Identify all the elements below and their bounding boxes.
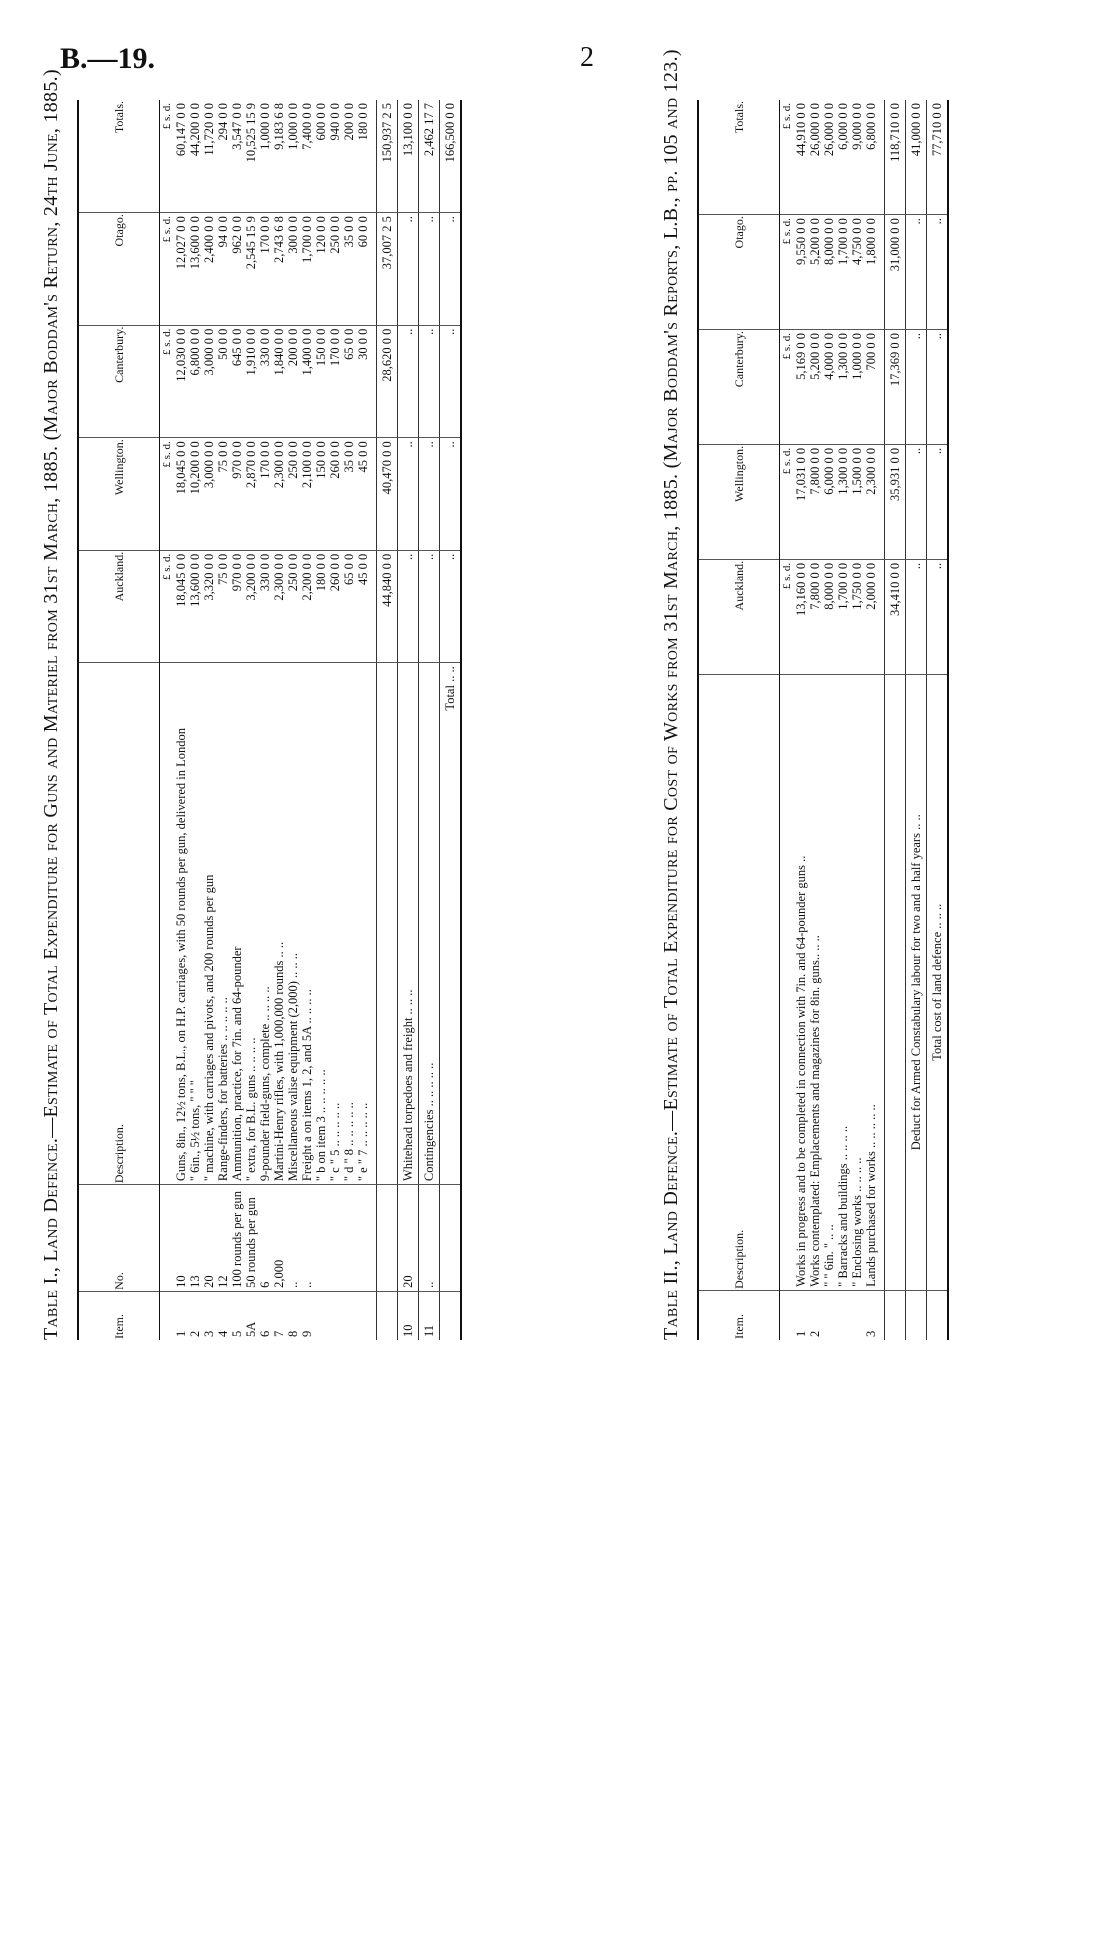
wellington-cell: 18,045 0 0 bbox=[174, 438, 188, 551]
auckland-cell: 260 0 0 bbox=[328, 550, 342, 663]
no-cell: 6 bbox=[258, 1185, 272, 1292]
total-cell: 44,910 0 0 bbox=[794, 100, 808, 215]
item-cell: 4 bbox=[216, 1330, 230, 1337]
auckland-cell: .. bbox=[419, 550, 440, 663]
item-cell: 2 bbox=[188, 1330, 202, 1337]
canterbury-cell: 150 0 0 bbox=[314, 325, 328, 438]
table-row bbox=[300, 100, 314, 1340]
deduct-row-otago: .. bbox=[906, 215, 927, 330]
item-cell: 11 bbox=[419, 1291, 440, 1340]
item-cell: 1 bbox=[174, 1330, 188, 1337]
canterbury-cell: 1,840 0 0 bbox=[272, 325, 286, 438]
unit-label: £ s. d. bbox=[780, 100, 795, 215]
table-row bbox=[286, 100, 300, 1340]
subtotal-wellington: 40,470 0 0 bbox=[377, 438, 398, 551]
otago-cell: 1,700 0 0 bbox=[836, 215, 850, 330]
no-cell: .. bbox=[286, 1185, 300, 1292]
auckland-cell: 180 0 0 bbox=[314, 550, 328, 663]
auckland-cell: 7,800 0 0 bbox=[808, 559, 822, 674]
subtotal-wellington: 35,931 0 0 bbox=[885, 444, 906, 559]
canterbury-cell: 5,200 0 0 bbox=[808, 330, 822, 445]
wellington-cell: .. bbox=[419, 438, 440, 551]
total-row-otago: .. bbox=[927, 215, 949, 330]
table-row bbox=[328, 100, 342, 1340]
col-auckland: Auckland. bbox=[698, 559, 780, 674]
description-cell: " d " 8 .. .. .. .. .. bbox=[342, 663, 356, 1185]
wellington-cell: 2,300 0 0 bbox=[272, 438, 286, 551]
table-row bbox=[850, 100, 864, 1340]
canterbury-cell: 200 0 0 bbox=[286, 325, 300, 438]
auckland-cell: 970 0 0 bbox=[230, 550, 244, 663]
otago-cell: 12,027 0 0 bbox=[174, 213, 188, 326]
col-otago: Otago. bbox=[78, 213, 160, 326]
item-cell: 10 bbox=[398, 1291, 419, 1340]
unit-label: £ s. d. bbox=[160, 100, 175, 213]
table2 bbox=[697, 100, 949, 1340]
auckland-cell: 3,320 0 0 bbox=[202, 550, 216, 663]
deduct-row bbox=[906, 100, 927, 1340]
otago-cell: 4,750 0 0 bbox=[850, 215, 864, 330]
table-row bbox=[258, 100, 272, 1340]
otago-cell: 170 0 0 bbox=[258, 213, 272, 326]
no-cell bbox=[314, 1185, 328, 1292]
item-cell: 3 bbox=[202, 1330, 216, 1337]
item-cell bbox=[377, 1291, 398, 1340]
col-canterbury: Canterbury. bbox=[78, 325, 160, 438]
description-cell: " 6in., 5½ tons, " " " bbox=[188, 663, 202, 1185]
table1-header-row bbox=[78, 100, 160, 1340]
item-cell bbox=[440, 1291, 462, 1340]
total-cell: 3,547 0 0 bbox=[230, 100, 244, 213]
subtotal-otago: 31,000 0 0 bbox=[885, 215, 906, 330]
deduct-row-auckland: .. bbox=[906, 559, 927, 674]
auckland-cell: 1,750 0 0 bbox=[850, 559, 864, 674]
table-row bbox=[202, 100, 216, 1340]
no-cell bbox=[440, 1185, 462, 1292]
description-cell bbox=[885, 674, 906, 1290]
description-cell: Whitehead torpedoes and freight .. .. .. bbox=[398, 663, 419, 1185]
description-cell: Miscellaneous valise equipment (2,000) .. .. .. bbox=[286, 663, 300, 1185]
otago-cell: 94 0 0 bbox=[216, 213, 230, 326]
total-total: 166,500 0 0 bbox=[440, 100, 462, 213]
table-row bbox=[864, 100, 885, 1340]
wellington-cell: 7,800 0 0 bbox=[808, 444, 822, 559]
table-row bbox=[216, 100, 230, 1340]
total-cell: 294 0 0 bbox=[216, 100, 230, 213]
description-cell: " extra, for B.L. guns .. .. .. .. bbox=[244, 663, 258, 1185]
canterbury-cell: 30 0 0 bbox=[356, 325, 377, 438]
item-cell bbox=[356, 1291, 377, 1340]
table1-caption: Table I., Land Defence.—Estimate of Total Expenditure for Guns and Materiel from 31st March, 1885. (Major Boddam's Return, 24th June, 1885.) bbox=[40, 69, 62, 1340]
wellington-cell: 45 0 0 bbox=[356, 438, 377, 551]
no-cell: 2,000 bbox=[272, 1185, 286, 1292]
item-cell: 9 bbox=[300, 1330, 314, 1337]
description-cell: " b on item 3 .. .. .. .. .. bbox=[314, 663, 328, 1185]
wellington-cell: 250 0 0 bbox=[286, 438, 300, 551]
description-cell: " e " 7 .. .. .. .. .. bbox=[356, 663, 377, 1185]
unit-label: £ s. d. bbox=[160, 550, 175, 663]
auckland-cell: 2,300 0 0 bbox=[272, 550, 286, 663]
no-cell bbox=[342, 1185, 356, 1292]
total-row-total: 77,710 0 0 bbox=[927, 100, 949, 215]
table-row bbox=[342, 100, 356, 1340]
table-row bbox=[822, 100, 836, 1340]
item-cell: 8 bbox=[286, 1330, 300, 1337]
wellington-cell: 260 0 0 bbox=[328, 438, 342, 551]
otago-cell: .. bbox=[398, 213, 419, 326]
otago-cell: 1,700 0 0 bbox=[300, 213, 314, 326]
item-cell bbox=[850, 1290, 864, 1340]
total-cell: 13,100 0 0 bbox=[398, 100, 419, 213]
unit-label: £ s. d. bbox=[160, 438, 175, 551]
unit-label: £ s. d. bbox=[160, 213, 175, 326]
wellington-cell: .. bbox=[398, 438, 419, 551]
table1 bbox=[77, 100, 462, 1340]
col-otago: Otago. bbox=[698, 215, 780, 330]
wellington-cell: 1,300 0 0 bbox=[836, 444, 850, 559]
canterbury-cell: 12,030 0 0 bbox=[174, 325, 188, 438]
subtotal-total: 150,937 2 5 bbox=[377, 100, 398, 213]
col-totals: Totals. bbox=[698, 100, 780, 215]
item-cell bbox=[314, 1291, 328, 1340]
otago-cell: .. bbox=[419, 213, 440, 326]
col-wellington: Wellington. bbox=[78, 438, 160, 551]
subtotal-auckland: 34,410 0 0 bbox=[885, 559, 906, 674]
col-description: Description. bbox=[698, 674, 780, 1290]
document-code: B.—19. bbox=[60, 42, 156, 75]
otago-cell: 962 0 0 bbox=[230, 213, 244, 326]
description-cell: " c " 5 .. .. .. .. .. bbox=[328, 663, 342, 1185]
page-number: 2 bbox=[580, 42, 594, 73]
total-label: Total .. .. bbox=[440, 663, 462, 1185]
otago-cell: 300 0 0 bbox=[286, 213, 300, 326]
total-cell: 10,525 15 9 bbox=[244, 100, 258, 213]
wellington-cell: 75 0 0 bbox=[216, 438, 230, 551]
otago-cell: 120 0 0 bbox=[314, 213, 328, 326]
total-cell: 9,000 0 0 bbox=[850, 100, 864, 215]
no-cell: .. bbox=[419, 1185, 440, 1292]
wellington-cell: 10,200 0 0 bbox=[188, 438, 202, 551]
otago-cell: 250 0 0 bbox=[328, 213, 342, 326]
canterbury-cell: 645 0 0 bbox=[230, 325, 244, 438]
canterbury-cell: 4,000 0 0 bbox=[822, 330, 836, 445]
item-cell bbox=[822, 1290, 836, 1340]
item-cell: 6 bbox=[258, 1330, 272, 1337]
table2-body bbox=[780, 100, 885, 1340]
total-canterbury: .. bbox=[440, 325, 462, 438]
col-wellington: Wellington. bbox=[698, 444, 780, 559]
unit-label: £ s. d. bbox=[780, 444, 795, 559]
table-row bbox=[272, 100, 286, 1340]
total-wellington: .. bbox=[440, 438, 462, 551]
table-row bbox=[188, 100, 202, 1340]
no-cell: 100 rounds per gun bbox=[230, 1185, 244, 1292]
deduct-row-canterbury: .. bbox=[906, 330, 927, 445]
otago-cell: 60 0 0 bbox=[356, 213, 377, 326]
auckland-cell: .. bbox=[398, 550, 419, 663]
total-cell: 1,000 0 0 bbox=[286, 100, 300, 213]
otago-cell: 2,743 6 8 bbox=[272, 213, 286, 326]
description-cell: Contingencies .. .. .. .. .. bbox=[419, 663, 440, 1185]
auckland-cell: 2,000 0 0 bbox=[864, 559, 885, 674]
description-cell: " " 6in. " .. .. bbox=[822, 674, 836, 1290]
table-row bbox=[398, 100, 419, 1340]
description-cell: Lands purchased for works .. .. .. .. .. bbox=[864, 674, 885, 1290]
description-cell: 9-pounder field-guns, complete .. .. .. .. bbox=[258, 663, 272, 1185]
table-row bbox=[794, 100, 808, 1340]
description-cell: " Barracks and buildings .. .. .. .. bbox=[836, 674, 850, 1290]
total-cell: 940 0 0 bbox=[328, 100, 342, 213]
canterbury-cell: 3,000 0 0 bbox=[202, 325, 216, 438]
canterbury-cell: 6,800 0 0 bbox=[188, 325, 202, 438]
auckland-cell: 3,200 0 0 bbox=[244, 550, 258, 663]
wellington-cell: 150 0 0 bbox=[314, 438, 328, 551]
canterbury-cell: 330 0 0 bbox=[258, 325, 272, 438]
table-row bbox=[314, 100, 328, 1340]
canterbury-cell: 1,300 0 0 bbox=[836, 330, 850, 445]
item-cell: 2 bbox=[808, 1330, 822, 1337]
auckland-cell: 65 0 0 bbox=[342, 550, 356, 663]
no-cell: 20 bbox=[398, 1185, 419, 1292]
description-cell bbox=[377, 663, 398, 1185]
total-cell: 26,000 0 0 bbox=[808, 100, 822, 215]
wellington-cell: 2,100 0 0 bbox=[300, 438, 314, 551]
auckland-cell: 13,600 0 0 bbox=[188, 550, 202, 663]
total-cell: 6,000 0 0 bbox=[836, 100, 850, 215]
col-item: Item. bbox=[698, 1290, 780, 1340]
auckland-cell: 13,160 0 0 bbox=[794, 559, 808, 674]
total-cell: 180 0 0 bbox=[356, 100, 377, 213]
description-cell: " Enclosing works .. .. .. .. bbox=[850, 674, 864, 1290]
total-cell: 600 0 0 bbox=[314, 100, 328, 213]
no-cell: 12 bbox=[216, 1185, 230, 1292]
total-cell: 44,200 0 0 bbox=[188, 100, 202, 213]
total-row-canterbury: .. bbox=[927, 330, 949, 445]
description-cell: " machine, with carriages and pivots, and 200 rounds per gun bbox=[202, 663, 216, 1185]
auckland-cell: 8,000 0 0 bbox=[822, 559, 836, 674]
table1-body bbox=[160, 100, 377, 1340]
wellington-cell: 2,870 0 0 bbox=[244, 438, 258, 551]
auckland-cell: 18,045 0 0 bbox=[174, 550, 188, 663]
auckland-cell: 75 0 0 bbox=[216, 550, 230, 663]
wellington-cell: 170 0 0 bbox=[258, 438, 272, 551]
otago-cell: 2,545 15 9 bbox=[244, 213, 258, 326]
total-cell: 7,400 0 0 bbox=[300, 100, 314, 213]
subtotal-total: 118,710 0 0 bbox=[885, 100, 906, 215]
total-row bbox=[440, 100, 462, 1340]
item-cell: 5A bbox=[244, 1321, 258, 1337]
no-cell bbox=[328, 1185, 342, 1292]
table-row bbox=[808, 100, 822, 1340]
subtotal-otago: 37,007 2 5 bbox=[377, 213, 398, 326]
canterbury-cell: .. bbox=[419, 325, 440, 438]
col-no: No. bbox=[78, 1185, 160, 1292]
auckland-cell: 1,700 0 0 bbox=[836, 559, 850, 674]
otago-cell: 2,400 0 0 bbox=[202, 213, 216, 326]
total-row-wellington: .. bbox=[927, 444, 949, 559]
total-row bbox=[927, 100, 949, 1340]
canterbury-cell: 65 0 0 bbox=[342, 325, 356, 438]
otago-cell: 13,600 0 0 bbox=[188, 213, 202, 326]
deduct-row-label: Deduct for Armed Constabulary labour for two and a half years .. .. bbox=[906, 674, 927, 1290]
item-cell bbox=[836, 1290, 850, 1340]
subtotal-canterbury: 17,369 0 0 bbox=[885, 330, 906, 445]
total-cell: 200 0 0 bbox=[342, 100, 356, 213]
canterbury-cell: 5,169 0 0 bbox=[794, 330, 808, 445]
wellington-cell: 35 0 0 bbox=[342, 438, 356, 551]
description-cell: Works contemplated: Emplacements and magazines for 8in. guns.. .. .. bbox=[808, 674, 822, 1290]
otago-cell: 8,000 0 0 bbox=[822, 215, 836, 330]
total-cell: 11,720 0 0 bbox=[202, 100, 216, 213]
col-canterbury: Canterbury. bbox=[698, 330, 780, 445]
otago-cell: 5,200 0 0 bbox=[808, 215, 822, 330]
unit-label: £ s. d. bbox=[780, 559, 795, 674]
unit-label: £ s. d. bbox=[780, 330, 795, 445]
auckland-cell: 330 0 0 bbox=[258, 550, 272, 663]
no-cell: .. bbox=[300, 1185, 314, 1292]
wellington-cell: 17,031 0 0 bbox=[794, 444, 808, 559]
item-cell: 7 bbox=[272, 1330, 286, 1337]
wellington-cell: 2,300 0 0 bbox=[864, 444, 885, 559]
description-cell: Freight a on items 1, 2, and 5A .. .. .. .. bbox=[300, 663, 314, 1185]
otago-cell: 1,800 0 0 bbox=[864, 215, 885, 330]
no-cell: 20 bbox=[202, 1185, 216, 1292]
auckland-cell: 250 0 0 bbox=[286, 550, 300, 663]
item-cell bbox=[927, 1290, 949, 1340]
description-cell: Works in progress and to be completed in connection with 7in. and 64-pounder guns .. bbox=[794, 674, 808, 1290]
otago-cell: 9,550 0 0 bbox=[794, 215, 808, 330]
item-cell: 1 bbox=[794, 1330, 808, 1337]
description-cell: Martini-Henry rifles, with 1,000,000 rounds .. .. bbox=[272, 663, 286, 1185]
table-row bbox=[836, 100, 850, 1340]
wellington-cell: 3,000 0 0 bbox=[202, 438, 216, 551]
no-cell bbox=[377, 1185, 398, 1292]
total-cell: 1,000 0 0 bbox=[258, 100, 272, 213]
otago-cell: 35 0 0 bbox=[342, 213, 356, 326]
canterbury-cell: 1,400 0 0 bbox=[300, 325, 314, 438]
col-description: Description. bbox=[78, 663, 160, 1185]
item-cell: 3 bbox=[864, 1330, 878, 1337]
total-otago: .. bbox=[440, 213, 462, 326]
subtotal-row bbox=[377, 100, 398, 1340]
table2-caption: Table II., Land Defence.—Estimate of Total Expenditure for Cost of Works from 31st March, 1885. (Major Boddam's Reports, L.B., pp. 105 and 123.) bbox=[660, 49, 682, 1340]
col-totals: Totals. bbox=[78, 100, 160, 213]
table2-rotated-block bbox=[660, 49, 949, 1340]
total-cell: 6,800 0 0 bbox=[864, 100, 885, 215]
subtotal-auckland: 44,840 0 0 bbox=[377, 550, 398, 663]
no-cell: 50 rounds per gun bbox=[244, 1185, 258, 1292]
unit-row bbox=[780, 100, 795, 1340]
description-cell: Ammunition, practice, for 7in. and 64-pounder bbox=[230, 663, 244, 1185]
unit-row bbox=[160, 100, 175, 1340]
page-header bbox=[60, 42, 1054, 82]
auckland-cell: 45 0 0 bbox=[356, 550, 377, 663]
item-cell bbox=[906, 1290, 927, 1340]
unit-label: £ s. d. bbox=[160, 325, 175, 438]
canterbury-cell: 1,000 0 0 bbox=[850, 330, 864, 445]
table-row bbox=[244, 100, 258, 1340]
wellington-cell: 6,000 0 0 bbox=[822, 444, 836, 559]
deduct-row-wellington: .. bbox=[906, 444, 927, 559]
canterbury-cell: 1,910 0 0 bbox=[244, 325, 258, 438]
item-cell bbox=[885, 1290, 906, 1340]
deduct-row-total: 41,000 0 0 bbox=[906, 100, 927, 215]
table-row bbox=[230, 100, 244, 1340]
canterbury-cell: 700 0 0 bbox=[864, 330, 885, 445]
total-cell: 9,183 6 8 bbox=[272, 100, 286, 213]
total-row-label: Total cost of land defence .. .. .. bbox=[927, 674, 949, 1290]
table1-rotated-block bbox=[40, 69, 462, 1340]
canterbury-cell: 170 0 0 bbox=[328, 325, 342, 438]
auckland-cell: 2,200 0 0 bbox=[300, 550, 314, 663]
item-cell bbox=[328, 1291, 342, 1340]
table-row bbox=[356, 100, 377, 1340]
wellington-cell: 970 0 0 bbox=[230, 438, 244, 551]
no-cell: 13 bbox=[188, 1185, 202, 1292]
total-cell: 60,147 0 0 bbox=[174, 100, 188, 213]
total-cell: 26,000 0 0 bbox=[822, 100, 836, 215]
item-cell bbox=[342, 1291, 356, 1340]
table-row bbox=[174, 100, 188, 1340]
total-row-auckland: .. bbox=[927, 559, 949, 674]
total-auckland: .. bbox=[440, 550, 462, 663]
subtotal-canterbury: 28,620 0 0 bbox=[377, 325, 398, 438]
col-auckland: Auckland. bbox=[78, 550, 160, 663]
no-cell: 10 bbox=[174, 1185, 188, 1292]
canterbury-cell: .. bbox=[398, 325, 419, 438]
table2-header-row bbox=[698, 100, 780, 1340]
description-cell: Range-finders, for batteries .. .. .. .. .. bbox=[216, 663, 230, 1185]
description-cell: Guns, 8in., 12½ tons, B.L., on H.P. carriages, with 50 rounds per gun, delivered in London bbox=[174, 663, 188, 1185]
no-cell bbox=[356, 1185, 377, 1292]
unit-label: £ s. d. bbox=[780, 215, 795, 330]
canterbury-cell: 50 0 0 bbox=[216, 325, 230, 438]
subtotal-row bbox=[885, 100, 906, 1340]
total-cell: 2,462 17 7 bbox=[419, 100, 440, 213]
col-item: Item. bbox=[78, 1291, 160, 1340]
wellington-cell: 1,500 0 0 bbox=[850, 444, 864, 559]
item-cell: 5 bbox=[230, 1330, 244, 1337]
table-row bbox=[419, 100, 440, 1340]
